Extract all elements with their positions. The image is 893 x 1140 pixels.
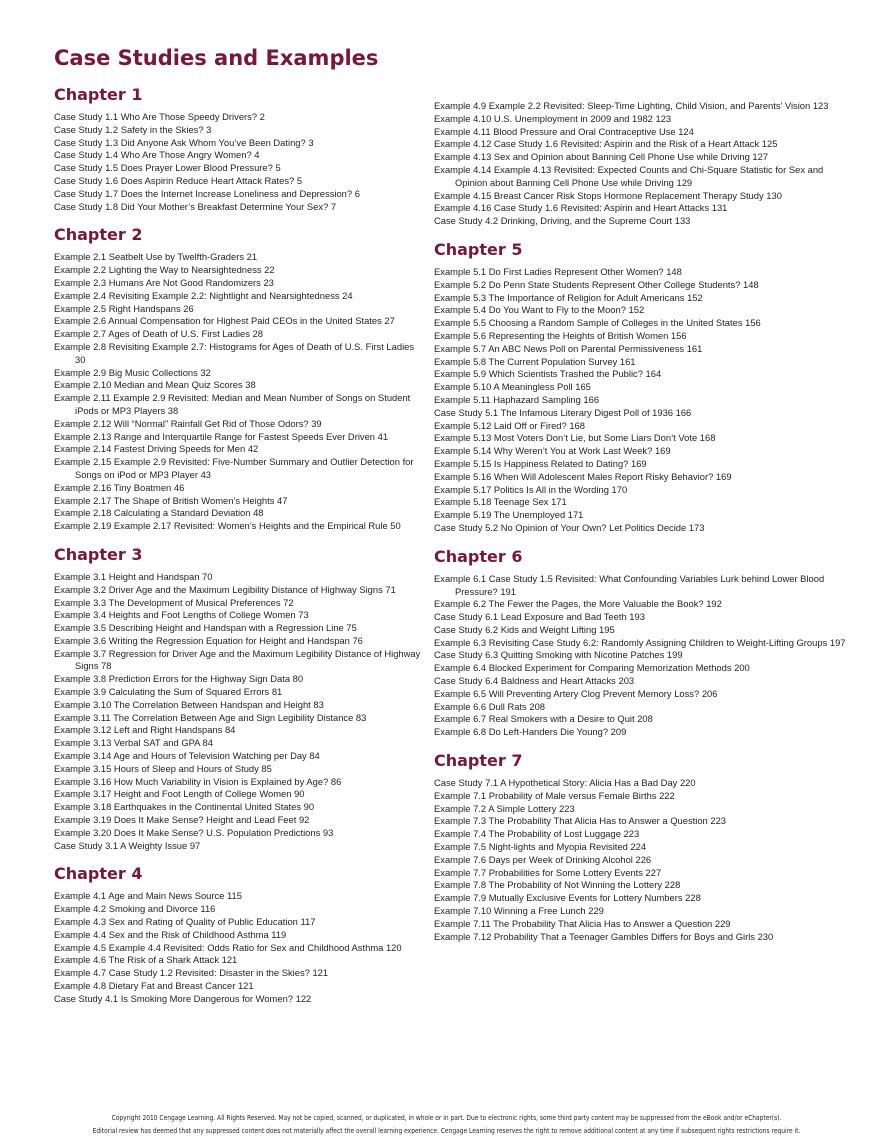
section-gap [54, 213, 424, 225]
toc-entry: Example 2.9 Big Music Collections 32 [54, 366, 211, 378]
toc-entry: Example 7.11 The Probability That Alicia Has to Answer a Question 229 [434, 917, 731, 929]
toc-entry: Example 3.14 Age and Hours of Television Watching per Day 84 [54, 750, 320, 762]
toc-entry: Example 7.5 Night-lights and Myopia Revisited 224 [434, 841, 647, 853]
editorial-notice: Editorial review has deemed that any suppressed content does not materially affect the overall learning experience. Cengage Learning reserves the right to remove additional content at any time if subsequent rights restrictions require it. [92, 1127, 801, 1135]
right-column [434, 100, 854, 943]
toc-entry: Example 2.13 Range and Interquartile Range for Fastest Speeds Ever Driven 41 [54, 430, 389, 442]
toc-entry: Example 2.10 Median and Mean Quiz Scores 38 [54, 379, 256, 391]
toc-entry: Case Study 5.1 The Infamous Literary Digest Poll of 1936 166 [434, 406, 692, 418]
toc-entry: Example 5.11 Haphazard Sampling 166 [434, 393, 600, 405]
chapter-heading: Chapter 1 [54, 85, 143, 104]
toc-entry: Example 7.12 Probability That a Teenager Gambles Differs for Boys and Girls 230 [434, 930, 774, 942]
toc-entry: Example 4.6 The Risk of a Shark Attack 121 [54, 954, 238, 966]
toc-entry: Example 6.2 The Fewer the Pages, the More Valuable the Book? 192 [434, 598, 722, 610]
toc-entry: Example 3.4 Heights and Foot Lengths of College Women 73 [54, 609, 309, 621]
chapter-heading: Chapter 5 [434, 239, 523, 259]
entry-list [54, 571, 424, 853]
toc-entry: Example 5.16 When Will Adolescent Males Report Risky Behavior? 169 [434, 470, 732, 482]
chapter-section [54, 85, 424, 213]
toc-entry: Example 5.9 Which Scientists Trashed the Public? 164 [434, 368, 662, 380]
entry-list [434, 266, 854, 535]
toc-entry: Case Study 6.1 Lead Exposure and Bad Teeth 193 [434, 611, 645, 623]
section-gap [434, 228, 854, 240]
toc-entry: Example 3.17 Height and Foot Length of College Women 90 [54, 788, 305, 800]
toc-entry: Case Study 3.1 A Weighty Issue 97 [54, 839, 201, 851]
toc-entry: Example 7.9 Mutually Exclusive Events for Lottery Numbers 228 [434, 892, 701, 904]
toc-entry: Example 3.19 Does It Make Sense? Height and Lead Feet 92 [54, 814, 310, 826]
toc-entry: Example 2.2 Lighting the Way to Nearsightedness 22 [54, 264, 275, 276]
toc-entry: Example 4.15 Breast Cancer Risk Stops Hormone Replacement Therapy Study 130 [434, 189, 782, 201]
toc-entry: Example 5.14 Why Weren’t You at Work Last Week? 169 [434, 445, 671, 457]
toc-entry: Example 3.16 How Much Variability in Vision is Explained by Age? 86 [54, 775, 342, 787]
toc-entry: Example 7.10 Winning a Free Lunch 229 [434, 905, 604, 917]
toc-entry: Case Study 4.1 Is Smoking More Dangerous for Women? 122 [54, 992, 312, 1004]
toc-entry: Example 4.5 Example 4.4 Revisited: Odds Ratio for Sex and Childhood Asthma 120 [54, 941, 402, 953]
toc-entry: Example 3.11 The Correlation Between Age and Sign Legibility Distance 83 [54, 711, 367, 723]
toc-entry: Example 7.3 The Probability That Alicia Has to Answer a Question 223 [434, 815, 727, 827]
toc-entry: Example 5.4 Do You Want to Fly to the Moon? 152 [434, 304, 645, 316]
page-title: Case Studies and Examples [54, 46, 379, 70]
entry-list [434, 573, 854, 739]
toc-entry: Example 4.10 U.S. Unemployment in 2009 and 1982 123 [434, 112, 672, 124]
toc-entry: Example 2.16 Tiny Boatmen 46 [54, 481, 185, 493]
toc-entry: Case Study 7.1 A Hypothetical Story: Alicia Has a Bad Day 220 [434, 777, 696, 789]
toc-entry: Example 6.1 Case Study 1.5 Revisited: What Confounding Variables Lurk behind Lower Blood Pressure? 191 [434, 572, 825, 597]
toc-entry: Example 2.4 Revisiting Example 2.2: Nightlight and Nearsightedness 24 [54, 289, 353, 301]
toc-entry: Example 6.6 Dull Rats 208 [434, 700, 545, 712]
toc-entry: Example 6.3 Revisiting Case Study 6.2: Randomly Assigning Children to Weight-Lifting Groups 197 [434, 636, 846, 648]
toc-entry: Case Study 1.5 Does Prayer Lower Blood Pressure? 5 [54, 162, 281, 174]
toc-entry: Example 3.12 Left and Right Handspans 84 [54, 724, 236, 736]
toc-entry: Example 2.15 Example 2.9 Revisited: Five-Number Summary and Outlier Detection for Songs on iPod or MP3 Player 43 [54, 456, 414, 480]
chapter-section [434, 240, 854, 535]
toc-entry: Example 5.10 A Meaningless Poll 165 [434, 381, 591, 393]
toc-entry: Case Study 1.8 Did Your Mother’s Breakfast Determine Your Sex? 7 [54, 200, 337, 212]
toc-entry: Example 2.11 Example 2.9 Revisited: Median and Mean Number of Songs on Student iPods or MP3 Players 38 [54, 392, 411, 416]
toc-entry: Example 2.12 Will “Normal” Rainfall Get Rid of Those Odors? 39 [54, 417, 322, 429]
chapter-heading: Chapter 3 [54, 544, 143, 564]
toc-entry: Example 5.17 Politics Is All in the Wording 170 [434, 483, 628, 495]
toc-entry: Case Study 4.2 Drinking, Driving, and the Supreme Court 133 [434, 215, 691, 227]
toc-entry: Case Study 6.3 Quitting Smoking with Nicotine Patches 199 [434, 649, 683, 661]
toc-entry: Example 3.5 Describing Height and Handspan with a Regression Line 75 [54, 622, 357, 634]
toc-entry: Example 4.8 Dietary Fat and Breast Cancer 121 [54, 980, 254, 992]
toc-entry: Example 4.4 Sex and the Risk of Childhood Asthma 119 [54, 928, 287, 940]
toc-entry: Example 4.3 Sex and Rating of Quality of Public Education 117 [54, 916, 316, 928]
toc-entry: Example 3.20 Does It Make Sense? U.S. Population Predictions 93 [54, 826, 334, 838]
toc-entry: Example 3.1 Height and Handspan 70 [54, 570, 213, 582]
toc-entry: Example 5.12 Laid Off or Fired? 168 [434, 419, 585, 431]
toc-entry: Example 5.7 An ABC News Poll on Parental Permissiveness 161 [434, 342, 703, 354]
toc-entry: Example 3.10 The Correlation Between Handspan and Height 83 [54, 698, 324, 710]
entry-list [434, 100, 854, 228]
toc-entry: Example 2.1 Seatbelt Use by Twelfth-Graders 21 [54, 251, 258, 263]
toc-entry: Case Study 1.4 Who Are Those Angry Women? 4 [54, 149, 260, 161]
toc-entry: Example 7.8 The Probability of Not Winning the Lottery 228 [434, 879, 681, 891]
toc-entry: Example 4.14 Example 4.13 Revisited: Expected Counts and Chi-Square Statistic for Sex and Opinion about Banning Cell Phone Use while Driving 129 [434, 163, 824, 188]
toc-entry: Case Study 6.2 Kids and Weight Lifting 195 [434, 623, 615, 635]
entry-list [54, 111, 424, 213]
toc-entry: Example 4.1 Age and Main News Source 115 [54, 890, 242, 902]
toc-entry: Example 7.7 Probabilities for Some Lottery Events 227 [434, 866, 662, 878]
chapter-section [54, 864, 424, 1005]
toc-entry: Example 3.9 Calculating the Sum of Squared Errors 81 [54, 686, 283, 698]
toc-entry: Example 3.13 Verbal SAT and GPA 84 [54, 737, 213, 749]
toc-entry: Example 4.12 Case Study 1.6 Revisited: Aspirin and the Risk of a Heart Attack 125 [434, 138, 778, 150]
entry-list [54, 251, 424, 533]
toc-entry: Example 6.8 Do Left-Handers Die Young? 209 [434, 726, 627, 738]
toc-entry: Example 3.8 Prediction Errors for the Highway Sign Data 80 [54, 673, 304, 685]
toc-entry: Example 2.18 Calculating a Standard Deviation 48 [54, 507, 264, 519]
toc-entry: Example 5.18 Teenage Sex 171 [434, 496, 567, 508]
toc-entry: Case Study 5.2 No Opinion of Your Own? Let Politics Decide 173 [434, 521, 705, 533]
toc-entry: Example 2.17 The Shape of British Women’s Heights 47 [54, 494, 288, 506]
toc-entry: Example 5.6 Representing the Heights of British Women 156 [434, 329, 687, 341]
chapter-heading: Chapter 4 [54, 864, 143, 884]
section-gap [54, 533, 424, 545]
toc-entry: Example 3.15 Hours of Sleep and Hours of Study 85 [54, 762, 272, 774]
toc-entry: Example 2.3 Humans Are Not Good Randomizers 23 [54, 276, 274, 288]
toc-entry: Case Study 1.2 Safety in the Skies? 3 [54, 123, 212, 135]
section-gap [434, 739, 854, 751]
toc-entry: Example 3.6 Writing the Regression Equation for Height and Handspan 76 [54, 634, 363, 646]
section-gap [54, 852, 424, 864]
toc-entry: Example 4.7 Case Study 1.2 Revisited: Disaster in the Skies? 121 [54, 967, 329, 979]
toc-entry: Example 5.13 Most Voters Don’t Lie, but Some Liars Don’t Vote 168 [434, 432, 716, 444]
section-gap [434, 535, 854, 547]
toc-entry: Example 2.6 Annual Compensation for Highest Paid CEOs in the United States 27 [54, 315, 395, 327]
chapter-section [434, 547, 854, 739]
toc-entry: Example 7.1 Probability of Male versus Female Births 222 [434, 789, 675, 801]
chapter-section [434, 100, 854, 228]
entry-list [54, 890, 424, 1005]
toc-entry: Example 3.2 Driver Age and the Maximum Legibility Distance of Highway Signs 71 [54, 583, 396, 595]
toc-entry: Example 5.3 The Importance of Religion for Adult Americans 152 [434, 291, 703, 303]
toc-entry: Example 4.13 Sex and Opinion about Banning Cell Phone Use while Driving 127 [434, 151, 769, 163]
toc-entry: Case Study 1.3 Did Anyone Ask Whom You’ve Been Dating? 3 [54, 136, 314, 148]
chapter-section [54, 225, 424, 533]
toc-entry: Example 5.1 Do First Ladies Represent Other Women? 148 [434, 265, 682, 277]
toc-entry: Example 2.8 Revisiting Example 2.7: Histograms for Ages of Death of U.S. First Ladies 30 [54, 340, 415, 365]
chapter-section [54, 545, 424, 853]
toc-entry: Example 7.2 A Simple Lottery 223 [434, 802, 575, 814]
chapter-section [434, 751, 854, 943]
toc-entry: Example 5.8 The Current Population Survey 161 [434, 355, 636, 367]
toc-entry: Example 4.16 Case Study 1.6 Revisited: Aspirin and Heart Attacks 131 [434, 202, 728, 214]
toc-entry: Example 6.4 Blocked Experiment for Comparing Memorization Methods 200 [434, 662, 750, 674]
toc-entry: Example 5.19 The Unemployed 171 [434, 509, 584, 521]
toc-entry: Example 5.15 Is Happiness Related to Dating? 169 [434, 457, 647, 469]
toc-entry: Case Study 1.1 Who Are Those Speedy Drivers? 2 [54, 111, 265, 122]
toc-entry: Example 7.4 The Probability of Lost Luggage 223 [434, 828, 640, 840]
toc-entry: Example 6.7 Real Smokers with a Desire to Quit 208 [434, 713, 653, 725]
copyright-notice: Copyright 2010 Cengage Learning. All Rights Reserved. May not be copied, scanned, or duplicated, in whole or in part. Due to electronic rights, some third party content may be suppressed from the eBook and/or eChapter(s). [111, 1114, 782, 1122]
chapter-heading: Chapter 7 [434, 751, 523, 771]
toc-entry: Example 5.5 Choosing a Random Sample of Colleges in the United States 156 [434, 317, 761, 329]
entry-list [434, 777, 854, 943]
toc-entry: Case Study 1.6 Does Aspirin Reduce Heart Attack Rates? 5 [54, 174, 303, 186]
toc-entry: Example 2.14 Fastest Driving Speeds for Men 42 [54, 443, 259, 455]
left-column [54, 85, 424, 1006]
toc-entry: Example 5.2 Do Penn State Students Represent Other College Students? 148 [434, 278, 759, 290]
toc-entry: Example 2.7 Ages of Death of U.S. First Ladies 28 [54, 328, 263, 340]
toc-entry: Example 2.19 Example 2.17 Revisited: Women’s Heights and the Empirical Rule 50 [54, 520, 401, 532]
toc-entry: Example 3.7 Regression for Driver Age and the Maximum Legibility Distance of Highway Signs 78 [54, 647, 421, 672]
toc-entry: Case Study 1.7 Does the Internet Increase Loneliness and Depression? 6 [54, 187, 360, 199]
toc-entry: Example 6.5 Will Preventing Artery Clog Prevent Memory Loss? 206 [434, 687, 718, 699]
toc-entry: Example 4.2 Smoking and Divorce 116 [54, 903, 216, 915]
chapter-heading: Chapter 2 [54, 225, 143, 245]
toc-entry: Example 3.3 The Development of Musical Preferences 72 [54, 596, 294, 608]
chapter-heading: Chapter 6 [434, 546, 523, 566]
toc-entry: Example 3.18 Earthquakes in the Continental United States 90 [54, 801, 315, 813]
toc-entry: Example 7.6 Days per Week of Drinking Alcohol 226 [434, 853, 652, 865]
toc-entry: Example 4.9 Example 2.2 Revisited: Sleep-Time Lighting, Child Vision, and Parents’ Vision 123 [434, 100, 829, 111]
toc-entry: Example 2.5 Right Handspans 26 [54, 302, 194, 314]
toc-entry: Case Study 6.4 Baldness and Heart Attacks 203 [434, 675, 635, 687]
toc-entry: Example 4.11 Blood Pressure and Oral Contraceptive Use 124 [434, 125, 694, 137]
